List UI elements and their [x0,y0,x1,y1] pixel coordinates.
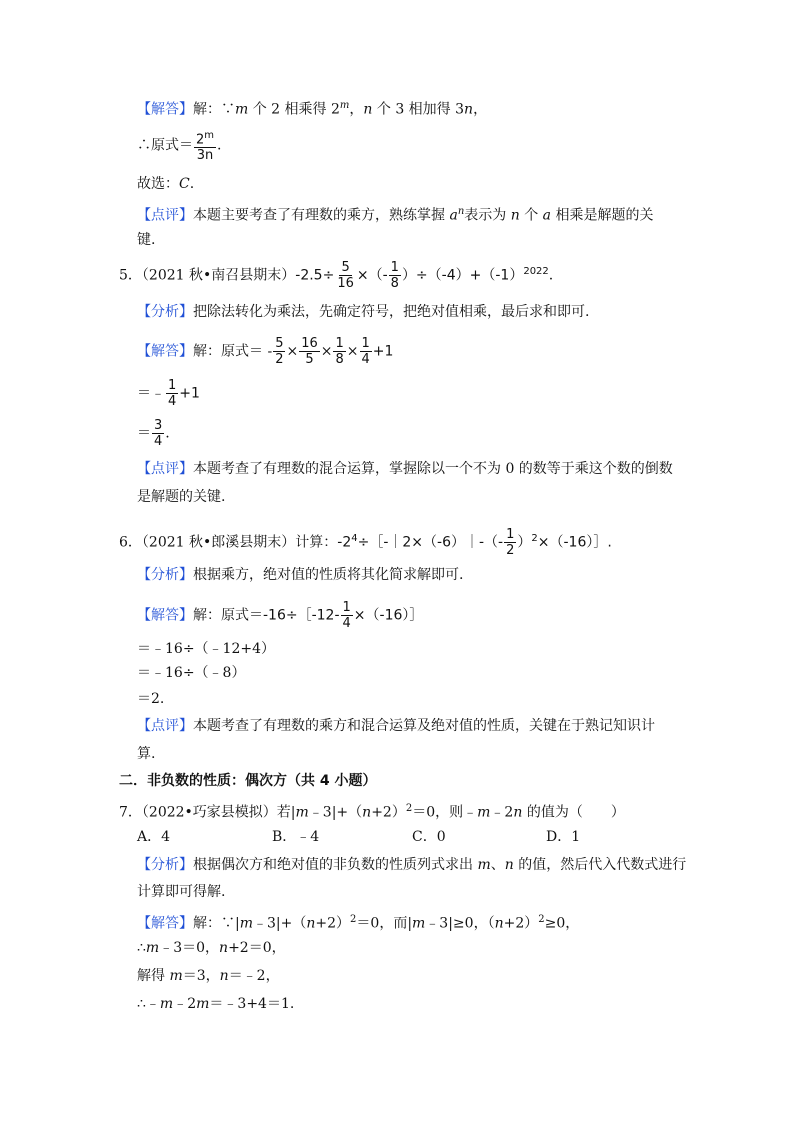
text: ﹣2 [490,804,514,821]
answer-tag: 【解答】 [137,343,193,360]
expr: ） [517,534,532,551]
option-c: C．0 [412,829,446,845]
comment-5-line-2: 是解题的关键. [137,489,226,505]
text: 个 [519,207,543,224]
answer-line-3 [137,175,194,193]
var-m: m [477,857,491,873]
var-a: a [449,207,458,224]
var-n: n [306,915,316,932]
analysis-tag: 【分析】 [137,304,193,320]
analysis-5 [137,303,589,321]
text: 个 3 相加得 3 [372,101,465,118]
text: ， [349,101,364,118]
fraction [335,260,356,291]
expr: ×（-16）］. [537,534,612,551]
text: 的值为（ ） [522,804,625,821]
source: （2021 秋•郎溪县期末）计算： [141,534,338,551]
var-n: n [504,857,514,873]
text: 的值，然后代入代数式进行 [513,857,687,873]
times: × [346,343,359,360]
text: ﹣3|+（ [253,915,307,932]
text: 根据乘方，绝对值的性质将其化简求解即可. [193,567,464,583]
answer-line-1 [137,97,487,119]
text: ﹣3|≥0，（ [425,915,495,932]
option-a: A．4 [137,829,171,845]
expr: ×（-16）］ [353,607,424,624]
section-heading: 二．非负数的性质：偶次方（共 4 小题） [119,773,377,789]
denominator: 4 [168,394,177,409]
question-7 [119,800,625,822]
comment-tag: 【点评】 [137,718,193,734]
text: ∴ [137,940,146,956]
answer-6-line-4: ＝2. [137,691,165,707]
text: ＝3， [182,968,220,984]
times: × [286,343,299,360]
fraction [152,418,164,449]
text: 把除法转化为乘法，先确定符号，把绝对值相乘，最后求和即可. [193,304,590,320]
numerator: 1 [335,336,344,351]
var-n: n [510,207,520,224]
analysis-6 [137,566,463,584]
var-n: n [362,804,372,821]
expr: -2.5÷ [295,267,335,284]
numerator: 1 [506,527,515,542]
text: ＝﹣3+4＝1. [209,996,295,1012]
denominator: 16 [337,276,354,291]
var-n: n [513,804,523,821]
expr: ）÷（-4）+（-1） [401,267,524,284]
source: （2022•巧家县模拟）若| [141,804,296,821]
var-n: n [219,940,229,956]
text: . [165,425,170,442]
fraction [299,336,320,367]
numerator: 2 [196,132,205,148]
times: × [320,343,333,360]
superscript: 2 [538,914,545,925]
text: ＝﹣2， [228,968,280,984]
text: 相乘是解题的关 [551,207,654,224]
expr: -2 [337,534,352,551]
comment-5-line-1 [137,460,673,478]
answer-5-line-1 [137,336,393,367]
superscript: 2 [405,803,413,814]
comment-line-1 [137,203,653,225]
text: 解：原式＝ - [193,343,273,360]
expr: ÷［-｜2×（-6）｜-（- [357,534,504,551]
text: 故选： [137,176,179,192]
numerator: 1 [168,378,177,393]
analysis-tag: 【分析】 [137,567,193,583]
superscript: 2022 [523,265,549,277]
var-n: n [494,915,504,932]
superscript: 2 [531,532,538,544]
text: ＝0，而| [356,915,413,932]
denominator: 2 [506,543,515,558]
var-n: n [363,101,373,118]
answer-7-line-2 [137,939,286,957]
text: +1 [372,343,394,360]
text: ＝ [137,425,151,442]
text: 、 [490,857,505,873]
option-b: B．﹣4 [272,829,320,845]
numerator: 1 [390,260,399,275]
denominator: 8 [335,352,344,367]
numerator: 3 [154,418,163,433]
answer-line-2 [137,128,221,163]
numerator: 1 [342,600,351,615]
fraction [333,336,345,367]
text: ≥0， [544,915,580,932]
comment-6-line-2: 算. [137,746,156,762]
source: （2021 秋•南召县期末） [141,267,296,284]
text: +2） [503,915,539,932]
question-number: 7． [119,804,142,821]
text: 根据偶次方和绝对值的非负数的性质列式求出 [193,857,478,873]
var-n: n [219,968,229,984]
var-m: m [159,996,174,1012]
var-a: a [542,207,552,224]
denominator: 3n [196,148,214,164]
denominator: 5 [305,352,314,367]
text: +2） [315,915,351,932]
expr: . [548,267,554,284]
expr: ×（- [356,267,388,284]
denominator: 4 [361,352,370,367]
answer-tag: 【解答】 [137,607,193,624]
question-number: 5． [119,267,142,284]
answer-tag: 【解答】 [137,915,193,932]
text: . [189,176,195,192]
fraction [341,600,353,631]
text: 个 2 相乘得 2 [248,101,340,118]
superscript: m [204,130,215,141]
analysis-tag: 【分析】 [137,857,193,873]
answer-6-line-2: ＝﹣16÷（﹣12+4） [137,641,275,657]
numerator: 5 [275,336,284,351]
denominator: 4 [154,434,163,449]
text: 表示为 [464,207,511,224]
superscript: 4 [351,532,358,544]
numerator: 5 [341,260,350,275]
text: ﹣3|+（ [308,804,363,821]
answer-6-line-3: ＝﹣16÷（﹣8） [137,665,246,681]
question-number: 6． [119,534,142,551]
comment-6-line-1 [137,717,655,735]
text: ∴﹣ [137,996,160,1012]
question-6 [119,527,612,558]
answer-5-line-3 [137,418,170,449]
text: +2） [371,804,406,821]
fraction [389,260,401,291]
text: ﹣3＝0， [159,940,220,956]
var-m: m [145,940,160,956]
var-m: m [295,804,309,821]
analysis-7-line-1 [137,856,686,874]
text: 本题主要考查了有理数的乘方，熟练掌握 [193,207,450,224]
comment-tag: 【点评】 [137,207,193,224]
text: 解得 [137,968,170,984]
superscript: n [457,206,465,217]
text: ＝0，则﹣ [412,804,478,821]
text: 本题考查了有理数的混合运算，掌握除以一个不为 0 的数等于乘这个数的倒数 [193,461,673,477]
text: 解：∵ [193,101,235,118]
var-m: m [239,915,253,932]
var-m: m [477,804,491,821]
text: 解：∵| [193,915,240,932]
question-5 [119,260,553,291]
var-m: m [169,968,183,984]
option-d: D．1 [546,829,581,845]
choice: C [179,176,190,192]
superscript: 2 [350,914,357,925]
numerator: 1 [361,336,370,351]
comment-line-2: 键. [137,232,156,248]
answer-7-line-4 [137,995,294,1013]
fraction [360,336,372,367]
answer-6-line-1 [137,600,423,631]
text: 本题考查了有理数的乘方和混合运算及绝对值的性质，关键在于熟记知识计 [193,718,655,734]
denominator: 8 [390,276,399,291]
answer-5-line-2 [137,378,200,409]
var-n: n [464,101,474,118]
text: . [217,137,222,154]
text: ∴原式＝ [137,137,193,154]
fraction [194,128,216,163]
var-m: m [196,996,210,1012]
comment-tag: 【点评】 [137,461,193,477]
analysis-7-line-2: 计算即可得解. [137,884,226,900]
text: ＝﹣ [137,385,165,402]
var-m: m [412,915,426,932]
denominator: 2 [275,352,284,367]
fraction [273,336,285,367]
answer-7-line-1 [137,911,579,933]
numerator: 16 [301,336,318,351]
fraction [166,378,178,409]
superscript: m [339,100,350,111]
var-m: m [235,101,249,118]
expr: -16÷［-12- [263,607,340,624]
answer-tag: 【解答】 [137,101,193,118]
denominator: 4 [342,616,351,631]
answer-7-line-3 [137,967,280,985]
fraction [504,527,516,558]
text: +1 [179,385,200,402]
text: ﹣2 [173,996,197,1012]
text: +2＝0， [228,940,286,956]
text: ， [473,101,488,118]
text: 解：原式＝ [193,607,263,624]
